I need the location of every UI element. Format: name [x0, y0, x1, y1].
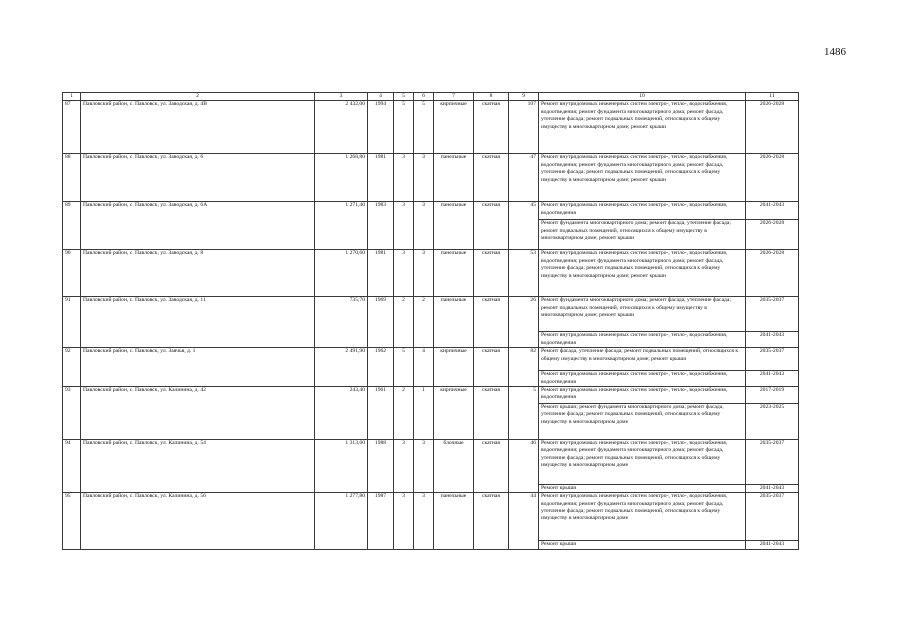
- floors-cell: 2: [394, 386, 414, 439]
- build-year-cell: 1969: [368, 297, 394, 348]
- work-description-cell: Ремонт фундамента многоквартирного дома; ремонт фасада, утепление фасада; ремонт подвальных помещений, относящихся к общему имуществу в многоквартирном доме; ремонт крыши: [539, 220, 746, 250]
- row-number-cell: 87: [63, 101, 81, 154]
- column-header: 11: [746, 93, 799, 101]
- address-cell: Павловский район, с. Павловск, ул. Заячья, д. 1: [81, 348, 315, 387]
- residents-cell: 107: [509, 101, 539, 154]
- row-number-cell: 88: [63, 154, 81, 202]
- roof-type-cell: скатная: [474, 493, 509, 549]
- work-period-cell: 2035-2037: [746, 493, 799, 541]
- work-period-cell: 2026-2028: [746, 154, 799, 202]
- column-header: 9: [509, 93, 539, 101]
- work-period-cell: 2026-2028: [746, 220, 799, 250]
- address-cell: Павловский район, с. Павловск, ул. Заводская, д. 6: [81, 154, 315, 202]
- floors-cell: 5: [394, 101, 414, 154]
- total-area-cell: 243,40: [315, 386, 368, 439]
- floors-cell: 3: [394, 439, 414, 492]
- row-number-cell: 89: [63, 202, 81, 250]
- roof-type-cell: скатная: [474, 101, 509, 154]
- total-area-cell: 1 270,60: [315, 250, 368, 297]
- roof-type-cell: скатная: [474, 348, 509, 387]
- column-header: 5: [394, 93, 414, 101]
- entrances-cell: 5: [414, 101, 434, 154]
- wall-material-cell: кирпичные: [434, 348, 474, 387]
- residents-cell: 82: [509, 348, 539, 387]
- roof-type-cell: скатная: [474, 439, 509, 492]
- build-year-cell: 1988: [368, 439, 394, 492]
- column-header: 4: [368, 93, 394, 101]
- entrances-cell: 2: [414, 297, 434, 348]
- residents-cell: 46: [509, 439, 539, 492]
- address-cell: Павловский район, с. Павловск, ул. Заводская, д. 6А: [81, 202, 315, 250]
- work-description-cell: Ремонт внутридомовых инженерных систем электро-, тепло-, водоснабжения, водоотведения: [539, 332, 746, 348]
- floors-cell: 3: [394, 493, 414, 549]
- table-row: [63, 386, 799, 403]
- residents-cell: 53: [509, 250, 539, 297]
- roof-type-cell: скатная: [474, 202, 509, 250]
- roof-type-cell: скатная: [474, 386, 509, 439]
- total-area-cell: 2 491,90: [315, 348, 368, 387]
- build-year-cell: 1981: [368, 154, 394, 202]
- table-row: [63, 348, 799, 371]
- table-row: [63, 202, 799, 220]
- residents-cell: 47: [509, 154, 539, 202]
- row-number-cell: 95: [63, 493, 81, 549]
- work-description-cell: Ремонт внутридомовых инженерных систем электро-, тепло-, водоснабжения, водоотведения: [539, 386, 746, 403]
- work-description-cell: Ремонт внутридомовых инженерных систем электро-, тепло-, водоснабжения, водоотведения; ремонт фундамента многоквартирного дома; ремонт фасада, утепление фасада; ремонт подвальных помещений, относящихся к общему имуществу в многоквартирном доме; ремонт крыши: [539, 101, 746, 154]
- entrances-cell: 4: [414, 348, 434, 387]
- wall-material-cell: кирпичные: [434, 386, 474, 439]
- wall-material-cell: панельные: [434, 297, 474, 348]
- work-period-cell: 2026-2028: [746, 250, 799, 297]
- residents-cell: 44: [509, 493, 539, 549]
- floors-cell: 3: [394, 154, 414, 202]
- work-description-cell: Ремонт внутридомовых инженерных систем электро-, тепло-, водоснабжения, водоотведения: [539, 202, 746, 220]
- address-cell: Павловский район, с. Павловск, ул. Заводская, д. 8: [81, 250, 315, 297]
- wall-material-cell: панельные: [434, 250, 474, 297]
- build-year-cell: 1962: [368, 348, 394, 387]
- residents-cell: 5: [509, 386, 539, 439]
- floors-cell: 2: [394, 297, 414, 348]
- address-cell: Павловский район, с. Павловск, ул. Калинина, д. 42: [81, 386, 315, 439]
- work-period-cell: 2017-2019: [746, 386, 799, 403]
- wall-material-cell: панельные: [434, 202, 474, 250]
- work-description-cell: Ремонт крыши; ремонт фундамента многоквартирного дома; ремонт фасада, утепление фасада; ремонт подвальных помещений, относящихся к общему имуществу в многоквартирном доме: [539, 403, 746, 439]
- entrances-cell: 3: [414, 202, 434, 250]
- floors-cell: 3: [394, 250, 414, 297]
- row-number-cell: 92: [63, 348, 81, 387]
- work-period-cell: 2041-2043: [746, 371, 799, 387]
- entrances-cell: 3: [414, 439, 434, 492]
- column-header: 7: [434, 93, 474, 101]
- work-period-cell: 2035-2037: [746, 297, 799, 332]
- wall-material-cell: кирпичные: [434, 101, 474, 154]
- housing-registry-table: [62, 92, 799, 550]
- work-period-cell: 2023-2025: [746, 403, 799, 439]
- column-header: 2: [81, 93, 315, 101]
- entrances-cell: 3: [414, 250, 434, 297]
- row-number-cell: 90: [63, 250, 81, 297]
- roof-type-cell: скатная: [474, 154, 509, 202]
- work-period-cell: 2041-2043: [746, 484, 799, 492]
- entrances-cell: 3: [414, 493, 434, 549]
- work-description-cell: Ремонт внутридомовых инженерных систем электро-, тепло-, водоснабжения, водоотведения; ремонт фундамента многоквартирного дома; ремонт фасада, утепление фасада; ремонт подвальных помещений, относящихся к общему имуществу в многоквартирном доме; ремонт крыши: [539, 250, 746, 297]
- column-header: 1: [63, 93, 81, 101]
- residents-cell: 26: [509, 297, 539, 348]
- table-row: [63, 297, 799, 332]
- total-area-cell: 1 268,80: [315, 154, 368, 202]
- total-area-cell: 735,70: [315, 297, 368, 348]
- total-area-cell: 2 432,00: [315, 101, 368, 154]
- roof-type-cell: скатная: [474, 297, 509, 348]
- row-number-cell: 94: [63, 439, 81, 492]
- build-year-cell: 1987: [368, 493, 394, 549]
- roof-type-cell: скатная: [474, 250, 509, 297]
- wall-material-cell: панельные: [434, 493, 474, 549]
- work-description-cell: Ремонт фундамента многоквартирного дома; ремонт фасада, утепление фасада; ремонт подвальных помещений, относящихся к общему имуществу в многоквартирном доме; ремонт крыши: [539, 297, 746, 332]
- table-row: [63, 154, 799, 202]
- work-description-cell: Ремонт фасада, утепление фасада; ремонт подвальных помещений, относящихся к общему имуществу в многоквартирном доме; ремонт крыши: [539, 348, 746, 371]
- work-period-cell: 2035-2037: [746, 348, 799, 371]
- table-row: [63, 250, 799, 297]
- work-period-cell: 2041-2043: [746, 332, 799, 348]
- work-description-cell: Ремонт крыши: [539, 484, 746, 492]
- work-period-cell: 2041-2043: [746, 541, 799, 549]
- build-year-cell: 1983: [368, 202, 394, 250]
- residents-cell: 45: [509, 202, 539, 250]
- work-period-cell: 2026-2028: [746, 101, 799, 154]
- page-number: 1486: [824, 46, 846, 58]
- column-header: 3: [315, 93, 368, 101]
- row-number-cell: 91: [63, 297, 81, 348]
- table-row: [63, 101, 799, 154]
- address-cell: Павловский район, с. Павловск, ул. Заводская, д. 4В: [81, 101, 315, 154]
- build-year-cell: 1981: [368, 250, 394, 297]
- total-area-cell: 1 277,80: [315, 493, 368, 549]
- wall-material-cell: панельные: [434, 154, 474, 202]
- column-header: 10: [539, 93, 746, 101]
- work-period-cell: 2041-2043: [746, 202, 799, 220]
- table-row: [63, 439, 799, 484]
- work-period-cell: 2035-2037: [746, 439, 799, 484]
- row-number-cell: 93: [63, 386, 81, 439]
- table-row: [63, 493, 799, 541]
- work-description-cell: Ремонт крыши: [539, 541, 746, 549]
- column-number-row: [63, 93, 799, 101]
- build-year-cell: 1994: [368, 101, 394, 154]
- address-cell: Павловский район, с. Павловск, ул. Калинина, д. 54: [81, 439, 315, 492]
- total-area-cell: 1 313,60: [315, 439, 368, 492]
- address-cell: Павловский район, с. Павловск, ул. Заводская, д. 11: [81, 297, 315, 348]
- work-description-cell: Ремонт внутридомовых инженерных систем электро-, тепло-, водоснабжения, водоотведения; ремонт фундамента многоквартирного дома; ремонт фасада, утепление фасада; ремонт подвальных помещений, относящихся к общему имуществу в многоквартирном доме: [539, 493, 746, 541]
- build-year-cell: 1961: [368, 386, 394, 439]
- work-description-cell: Ремонт внутридомовых инженерных систем электро-, тепло-, водоснабжения, водоотведения; ремонт фундамента многоквартирного дома; ремонт фасада, утепление фасада; ремонт подвальных помещений, относящихся к общему имуществу в многоквартирном доме: [539, 439, 746, 484]
- work-description-cell: Ремонт внутридомовых инженерных систем электро-, тепло-, водоснабжения, водоотведения; ремонт фундамента многоквартирного дома; ремонт фасада, утепление фасада; ремонт подвальных помещений, относящихся к общему имуществу в многоквартирном доме; ремонт крыши: [539, 154, 746, 202]
- wall-material-cell: блочные: [434, 439, 474, 492]
- floors-cell: 3: [394, 202, 414, 250]
- address-cell: Павловский район, с. Павловск, ул. Калинина, д. 56: [81, 493, 315, 549]
- column-header: 8: [474, 93, 509, 101]
- column-header: 6: [414, 93, 434, 101]
- entrances-cell: 3: [414, 154, 434, 202]
- total-area-cell: 1 271,40: [315, 202, 368, 250]
- floors-cell: 5: [394, 348, 414, 387]
- work-description-cell: Ремонт внутридомовых инженерных систем электро-, тепло-, водоснабжения, водоотведения: [539, 371, 746, 387]
- entrances-cell: 1: [414, 386, 434, 439]
